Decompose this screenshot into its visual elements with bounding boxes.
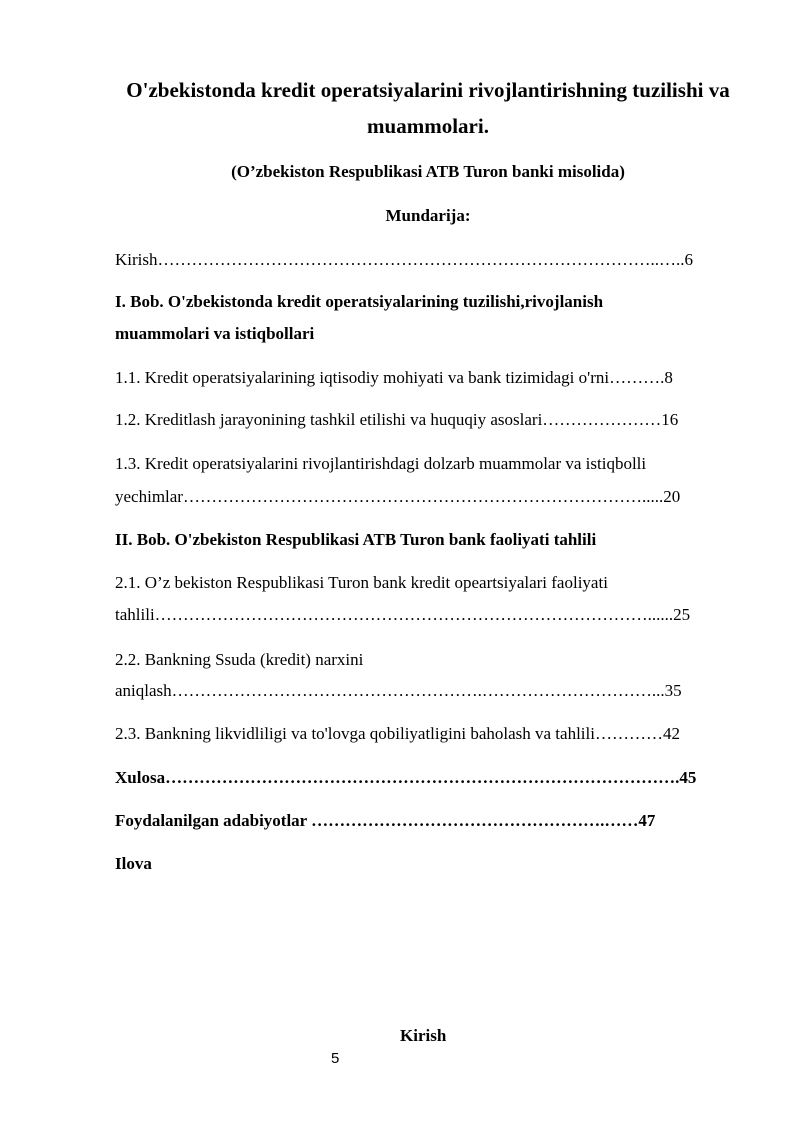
toc-entry-conclusion: Xulosa……………………………………………………………………………….45 <box>115 768 697 787</box>
toc-entry-appendix: Ilova <box>115 854 152 873</box>
document-title <box>100 72 756 144</box>
toc-entry-1-1: 1.1. Kredit operatsiyalarining iqtisodiy mohiyati va bank tizimidagi o'rni……….8 <box>115 368 673 387</box>
toc-entry-2-1-line-2: tahlili……………………………………………………………………………......25 <box>115 605 691 624</box>
toc-entry-2-3: 2.3. Bankning likvidliligi va to'lovga qobiliyatligini baholash va tahlili…………42 <box>115 724 680 743</box>
toc-chapter-1-line-2: muammolari va istiqbollari <box>115 324 315 343</box>
document-title-line-1: O'zbekistonda kredit operatsiyalarini rivojlantirishning tuzilishi va <box>126 78 730 102</box>
toc-entry-2-2-line-1: 2.2. Bankning Ssuda (kredit) narxini <box>115 650 364 669</box>
page-number: 5 <box>331 1050 340 1067</box>
document-subtitle: (O’zbekiston Respublikasi ATB Turon banki misolida) <box>231 162 625 181</box>
toc-entry-1-3-line-1: 1.3. Kredit operatsiyalarini rivojlantirishdagi dolzarb muammolar va istiqbolli <box>115 454 647 473</box>
toc-entry-2-2-line-2: aniqlash……………………………………………….…………………………...35 <box>115 681 682 700</box>
toc-entry-2-1-line-1: 2.1. O’z bekiston Respublikasi Turon bank kredit opeartsiyalari faoliyati <box>115 573 608 592</box>
next-section-heading: Kirish <box>400 1026 447 1045</box>
contents-heading: Mundarija: <box>385 206 471 225</box>
toc-chapter-2: II. Bob. O'zbekiston Respublikasi ATB Turon bank faoliyati tahlili <box>115 530 597 549</box>
toc-entry-references: Foydalanilgan adabiyotlar …………………………………………….……47 <box>115 811 656 830</box>
document-title-line-2: muammolari. <box>367 114 489 138</box>
toc-entry-1-2: 1.2. Kreditlash jarayonining tashkil etilishi va huquqiy asoslari…………………16 <box>115 410 679 429</box>
toc-entry-1-3-line-2: yechimlar……………………………………………………………………….....20 <box>115 487 681 506</box>
toc-entry-intro: Kirish……………………………………………………………………………..…..6 <box>115 250 693 269</box>
toc-chapter-1-line-1: I. Bob. O'zbekistonda kredit operatsiyalarining tuzilishi,rivojlanish <box>115 292 604 311</box>
